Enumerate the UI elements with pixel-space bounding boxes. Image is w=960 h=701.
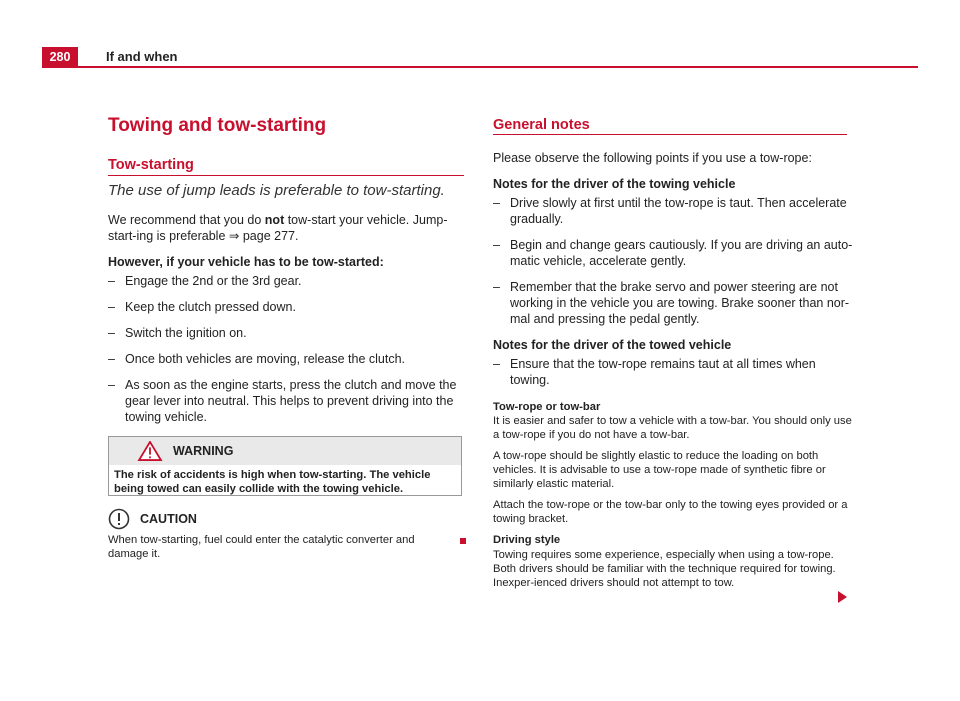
intro-text-end: tow-start your vehicle. Jump-start-ing is preferable ⇒ page 277. — [108, 213, 448, 243]
caution-exclamation-icon — [108, 508, 130, 530]
page-title: Towing and tow-starting — [108, 115, 327, 136]
ropebar-paragraph-1: It is easier and safer to tow a vehicle with a tow-bar. You should only use a tow-rope if you do not have a tow-bar. — [493, 415, 852, 441]
list-item: – Remember that the brake servo and power steering are not working in the vehicle you are towing. Brake sooner than nor-mal and pressing the pedal gently. — [493, 279, 853, 327]
section-end-marker — [460, 538, 466, 544]
list-item: – Once both vehicles are moving, release the clutch. — [108, 351, 463, 367]
driving-text: Towing requires some experience, especially when using a tow-rope. Both drivers should be familiar with the technique required for towing. Inexper-ienced drivers should not attempt to tow. — [493, 549, 836, 589]
warning-header — [109, 437, 461, 465]
caution-header — [108, 508, 197, 530]
steps-heading: However, if your vehicle has to be tow-started: — [108, 255, 384, 269]
caution-text: When tow-starting, fuel could enter the catalytic converter and damage it. — [108, 534, 415, 560]
list-item: – Keep the clutch pressed down. — [108, 299, 463, 315]
list-item: – Engage the 2nd or the 3rd gear. — [108, 273, 463, 289]
chapter-title: If and when — [106, 49, 178, 64]
towing-heading: Notes for the driver of the towing vehicle — [493, 177, 736, 191]
intro-paragraph — [108, 212, 463, 244]
continue-arrow-icon — [837, 591, 847, 603]
ropebar-heading: Tow-rope or tow-bar — [493, 401, 601, 413]
list-item: – Ensure that the tow-rope remains taut at all times when towing. — [493, 356, 853, 388]
left-body — [108, 212, 463, 425]
section-title-tow-starting: Tow-starting — [108, 157, 194, 173]
section-rule-left — [108, 175, 464, 176]
intro-text-bold: not — [264, 213, 285, 227]
page-number: 280 — [42, 47, 78, 67]
intro-text-start: We recommend that you do — [108, 213, 265, 227]
towed-heading: Notes for the driver of the towed vehicle — [493, 338, 732, 352]
ropebar-paragraph-2: A tow-rope should be slightly elastic to reduce the loading on both vehicles. It is advisable to use a tow-rope made of synthetic fibre or similarly elastic material. — [493, 450, 826, 490]
towing-list — [493, 195, 853, 327]
warning-text: The risk of accidents is high when tow-starting. The vehicle being towed can easily collide with the towing vehicle. — [114, 469, 431, 495]
right-body — [493, 150, 853, 590]
lead-text: The use of jump leads is preferable to tow-starting. — [108, 182, 445, 199]
list-item: – As soon as the engine starts, press the clutch and move the gear lever into neutral. This helps to prevent driving into the towing vehicle. — [108, 377, 463, 425]
driving-heading: Driving style — [493, 534, 561, 546]
list-item: – Drive slowly at first until the tow-rope is taut. Then accelerate gradually. — [493, 195, 853, 227]
caution-label: CAUTION — [140, 512, 197, 526]
list-item: – Switch the ignition on. — [108, 325, 463, 341]
header-rule — [42, 66, 918, 68]
ropebar-paragraph-3: Attach the tow-rope or the tow-bar only to the towing eyes provided or a towing bracket. — [493, 499, 848, 525]
section-title-general-notes: General notes — [493, 117, 590, 133]
warning-label: WARNING — [173, 444, 234, 458]
towed-list — [493, 356, 853, 388]
general-intro: Please observe the following points if you use a tow-rope: — [493, 151, 812, 165]
steps-list — [108, 273, 463, 425]
section-rule-right — [493, 134, 847, 135]
warning-triangle-icon — [137, 441, 163, 461]
list-item: – Begin and change gears cautiously. If you are driving an auto-matic vehicle, accelerate gently. — [493, 237, 853, 269]
warning-box — [108, 436, 462, 496]
